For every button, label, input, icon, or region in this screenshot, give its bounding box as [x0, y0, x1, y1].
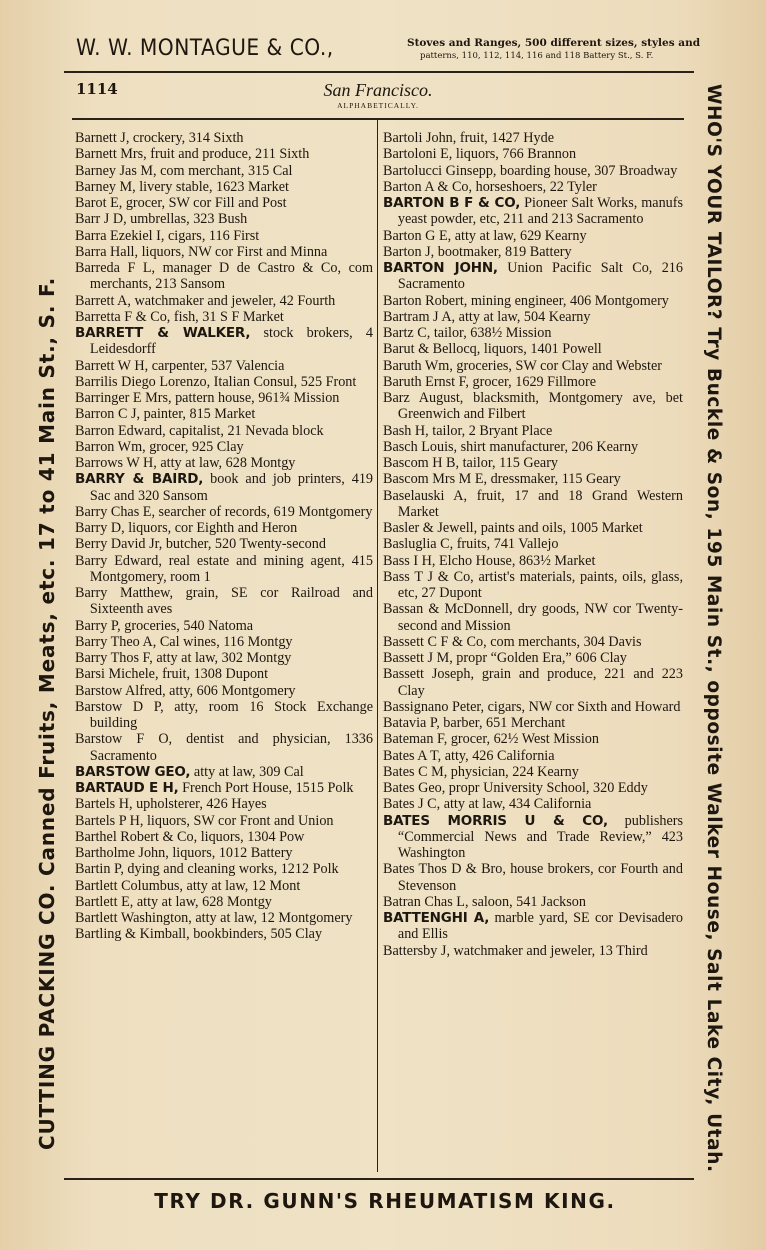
directory-entry: [75, 813, 373, 829]
directory-entry: [383, 666, 683, 699]
entry-text: Basch Louis, shirt manufacturer, 206 Kearny: [383, 438, 639, 455]
entry-text: Barry Thos F, atty at law, 302 Montgy: [75, 650, 292, 666]
directory-entry: [75, 764, 373, 780]
entry-text: Barrett A, watchmaker and jeweler, 42 Fourth: [75, 292, 336, 309]
entry-text: Basler & Jewell, paints and oils, 1005 Market: [383, 520, 643, 536]
directory-entry: [75, 683, 373, 699]
directory-entry: [75, 585, 373, 618]
entry-text: Batran Chas L, saloon, 541 Jackson: [383, 893, 586, 910]
entry-text: Bartels H, upholsterer, 426 Hayes: [75, 796, 267, 813]
entry-bold-name: BATES MORRIS U & CO,: [383, 812, 608, 829]
directory-entry: [383, 146, 683, 162]
entry-text: Bartoli John, fruit, 1427 Hyde: [383, 130, 555, 146]
entry-text: Bates C M, physician, 224 Kearny: [383, 763, 579, 780]
header-rule: [72, 118, 684, 120]
entry-text: Barney Jas M, com merchant, 315 Cal: [75, 162, 293, 179]
entry-text: Bates Geo, propr University School, 320 Eddy: [383, 780, 648, 796]
entry-text: Barra Hall, liquors, NW cor First and Minna: [75, 243, 328, 260]
right-column: [383, 130, 683, 959]
entry-text: Baruth Wm, groceries, SW cor Clay and Webster: [383, 357, 662, 374]
entry-text: Bartram J A, atty at law, 504 Kearny: [383, 308, 591, 325]
entry-text: Barney M, livery stable, 1623 Market: [75, 178, 289, 195]
entry-text: Bassignano Peter, cigars, NW cor Sixth and Howard: [383, 698, 681, 715]
entry-text: Barretta F & Co, fish, 31 S F Market: [75, 308, 284, 325]
directory-entry: [383, 601, 683, 634]
page-number: 1114: [76, 80, 118, 98]
directory-entry: [75, 260, 373, 293]
entry-text: Barstow F O, dentist and physician, 1336 Sacramento: [75, 731, 373, 764]
directory-entry: [75, 699, 373, 732]
entry-text: Bartin P, dying and cleaning works, 1212 Polk: [75, 861, 339, 878]
page-header: [76, 80, 680, 110]
entry-text: Barnett J, crockery, 314 Sixth: [75, 130, 244, 146]
directory-entry: [75, 211, 373, 227]
top-ad-address: patterns, 110, 112, 114, 116 and 118 Battery St., S. F.: [420, 51, 654, 61]
entry-bold-name: BARSTOW GEO,: [75, 763, 191, 780]
directory-entry: [383, 228, 683, 244]
entry-text: Bassan & McDonnell, dry goods, NW cor Twenty-second and Mission: [383, 601, 683, 634]
entry-text: Basluglia C, fruits, 741 Vallejo: [383, 536, 559, 553]
entry-text: Bartz C, tailor, 638½ Mission: [383, 325, 552, 341]
bottom-advertisement: TRY DR. GUNN'S RHEUMATISM KING.: [154, 1189, 616, 1213]
entry-text: Bartels P H, liquors, SW cor Front and Union: [75, 812, 334, 829]
entry-text: publishers “Commercial News and Trade Review,” 423 Washington: [397, 812, 683, 861]
directory-entry: [75, 146, 373, 162]
directory-entry: [383, 943, 683, 959]
directory-entry: [75, 504, 373, 520]
directory-entry: [75, 228, 373, 244]
entry-text: Barringer E Mrs, pattern house, 961¾ Mission: [75, 390, 340, 406]
page-title: San Francisco.: [323, 80, 433, 100]
entry-text: Barton G E, atty at law, 629 Kearny: [383, 227, 587, 244]
directory-entry: [75, 910, 373, 926]
directory-entry: [75, 634, 373, 650]
directory-entry: [383, 163, 683, 179]
directory-entry: [383, 195, 683, 228]
entry-text: Barthel Robert & Co, liquors, 1304 Pow: [75, 828, 305, 845]
entry-text: Barra Ezekiel I, cigars, 116 First: [75, 227, 260, 244]
entry-text: Barrilis Diego Lorenzo, Italian Consul, 525 Front: [75, 373, 357, 390]
directory-entry: [75, 179, 373, 195]
entry-text: French Port House, 1515 Polk: [178, 780, 354, 796]
directory-entry: [383, 439, 683, 455]
directory-entry: [383, 910, 683, 943]
entry-text: Bassett C F & Co, com merchants, 304 Davis: [383, 633, 642, 650]
directory-entry: [75, 829, 373, 845]
entry-text: Barton Robert, mining engineer, 406 Montgomery: [383, 292, 669, 309]
directory-entry: [383, 715, 683, 731]
entry-text: Bates A T, atty, 426 California: [383, 747, 555, 764]
directory-entry: [75, 390, 373, 406]
directory-entry: [383, 796, 683, 812]
directory-entry: [75, 439, 373, 455]
entry-text: Barron Wm, grocer, 925 Clay: [75, 438, 244, 455]
entry-text: Bartoloni E, liquors, 766 Brannon: [383, 146, 577, 163]
directory-entry: [75, 926, 373, 942]
directory-entry: [383, 179, 683, 195]
directory-entry: [383, 520, 683, 536]
entry-text: Barry P, groceries, 540 Natoma: [75, 617, 254, 634]
directory-entry: [75, 878, 373, 894]
directory-entry: [383, 764, 683, 780]
entry-text: Barrett W H, carpenter, 537 Valencia: [75, 357, 285, 374]
entry-text: Baruth Ernst F, grocer, 1629 Fillmore: [383, 373, 597, 390]
entry-text: Barry Theo A, Cal wines, 116 Montgy: [75, 633, 293, 650]
top-ad-tagline: Stoves and Ranges, 500 different sizes, styles and: [407, 37, 701, 49]
directory-entry: [75, 244, 373, 260]
top-ad-company: W. W. MONTAGUE & CO.,: [76, 36, 334, 61]
entry-text: Batavia P, barber, 651 Merchant: [383, 715, 566, 731]
entry-text: Bassett J M, propr “Golden Era,” 606 Clay: [383, 650, 627, 666]
directory-entry: [75, 423, 373, 439]
entry-text: marble yard, SE cor Devisadero and Ellis: [397, 910, 683, 943]
entry-text: Bash H, tailor, 2 Bryant Place: [383, 422, 553, 439]
directory-entry: [383, 894, 683, 910]
directory-entry: [75, 163, 373, 179]
directory-entry: [75, 845, 373, 861]
entry-text: Bates Thos D & Bro, house brokers, cor Fourth and Stevenson: [383, 861, 683, 894]
entry-text: Barton J, bootmaker, 819 Battery: [383, 243, 572, 260]
directory-entry: [75, 471, 373, 504]
entry-text: Bartlett E, atty at law, 628 Montgy: [75, 893, 272, 910]
entry-bold-name: BARRY & BAIRD,: [75, 471, 204, 488]
entry-text: Bartlett Washington, atty at law, 12 Montgomery: [75, 910, 353, 926]
directory-entry: [75, 195, 373, 211]
right-margin-advertisement: WHO'S YOUR TAILOR? Try Buckle & Son, 195 Main St., opposite Walker House, Salt Lake City, Utah.: [703, 84, 724, 1173]
directory-entry: [383, 780, 683, 796]
entry-text: Barry Matthew, grain, SE cor Railroad and Sixteenth aves: [75, 585, 373, 618]
directory-entry: [75, 618, 373, 634]
directory-entry: [383, 309, 683, 325]
directory-entry: [75, 780, 373, 796]
bottom-border-rule: [64, 1178, 694, 1180]
entry-text: atty at law, 309 Cal: [190, 763, 304, 780]
entry-bold-name: BARTON B F & CO,: [383, 195, 521, 211]
directory-entry: [383, 325, 683, 341]
entry-text: Bascom Mrs M E, dressmaker, 115 Geary: [383, 471, 621, 488]
directory-entry: [383, 731, 683, 747]
entry-text: Barstow Alfred, atty, 606 Montgomery: [75, 682, 296, 699]
directory-entry: [75, 309, 373, 325]
entry-text: Barry Edward, real estate and mining agent, 415 Montgomery, room 1: [75, 552, 373, 585]
entry-text: Barnett Mrs, fruit and produce, 211 Sixth: [75, 146, 310, 163]
directory-entry: [75, 520, 373, 536]
directory-entry: [383, 260, 683, 293]
directory-entry: [383, 813, 683, 862]
entry-text: Barron C J, painter, 815 Market: [75, 406, 256, 423]
entry-text: Barr J D, umbrellas, 323 Bush: [75, 211, 248, 228]
directory-entry: [383, 471, 683, 487]
top-border-rule: [64, 71, 694, 73]
entry-text: book and job printers, 419 Sac and 320 Sansom: [89, 471, 374, 504]
directory-entry: [383, 358, 683, 374]
entry-text: Barry Chas E, searcher of records, 619 Montgomery: [75, 503, 373, 520]
left-margin-advertisement: CUTTING PACKING CO. Canned Fruits, Meats, etc. 17 to 41 Main St., S. F.: [35, 277, 59, 1150]
directory-entry: [75, 406, 373, 422]
entry-text: Bass I H, Elcho House, 863½ Market: [383, 552, 596, 569]
entry-text: Barz August, blacksmith, Montgomery ave, bet Greenwich and Filbert: [383, 390, 683, 423]
directory-entry: [383, 130, 683, 146]
directory-entry: [383, 748, 683, 764]
directory-entry: [383, 390, 683, 423]
column-divider: [377, 120, 378, 1172]
directory-entry: [75, 894, 373, 910]
page-subtitle: ALPHABETICALLY.: [337, 101, 419, 110]
directory-entry: [383, 650, 683, 666]
directory-entry: [75, 861, 373, 877]
directory-entry: [383, 861, 683, 894]
directory-entry: [75, 325, 373, 358]
entry-text: Bartling & Kimball, bookbinders, 505 Clay: [75, 926, 323, 943]
directory-entry: [383, 423, 683, 439]
entry-bold-name: BARRETT & WALKER,: [75, 325, 251, 341]
left-column: [75, 130, 373, 943]
entry-text: stock brokers, 4 Leidesdorff: [89, 325, 373, 358]
entry-text: Barron Edward, capitalist, 21 Nevada block: [75, 422, 324, 439]
directory-entry: [75, 553, 373, 586]
entry-text: Bass T J & Co, artist's materials, paints, oils, glass, etc, 27 Dupont: [383, 568, 683, 601]
entry-text: Barot E, grocer, SW cor Fill and Post: [75, 195, 287, 211]
directory-entry: [383, 293, 683, 309]
entry-text: Barrows W H, atty at law, 628 Montgy: [75, 455, 296, 471]
directory-entry: [383, 488, 683, 521]
directory-entry: [75, 374, 373, 390]
directory-entry: [383, 536, 683, 552]
directory-entry: [75, 358, 373, 374]
directory-entry: [383, 341, 683, 357]
entry-text: Bartolucci Ginsepp, boarding house, 307 Broadway: [383, 162, 678, 179]
directory-entry: [383, 634, 683, 650]
entry-text: Bates J C, atty at law, 434 California: [383, 796, 592, 813]
entry-text: Bassett Joseph, grain and produce, 221 and 223 Clay: [383, 666, 683, 699]
directory-entry: [75, 536, 373, 552]
directory-entry: [383, 374, 683, 390]
entry-text: Bascom H B, tailor, 115 Geary: [383, 455, 559, 471]
entry-text: Barsi Michele, fruit, 1308 Dupont: [75, 666, 269, 683]
directory-entry: [383, 455, 683, 471]
entry-bold-name: BARTON JOHN,: [383, 260, 498, 276]
entry-bold-name: BARTAUD E H,: [75, 780, 179, 796]
directory-entry: [75, 731, 373, 764]
directory-entry: [383, 244, 683, 260]
entry-text: Pioneer Salt Works, manufs yeast powder, etc, 211 and 213 Sacramento: [397, 195, 683, 228]
entry-text: Barstow D P, atty, room 16 Stock Exchange building: [75, 698, 373, 731]
entry-text: Battersby J, watchmaker and jeweler, 13 Third: [383, 942, 648, 959]
entry-text: Berry David Jr, butcher, 520 Twenty-second: [75, 536, 326, 553]
entry-text: Bartlett Columbus, atty at law, 12 Mont: [75, 877, 301, 894]
entry-text: Union Pacific Salt Co, 216 Sacramento: [397, 260, 683, 293]
entry-text: Barreda F L, manager D de Castro & Co, com merchants, 213 Sansom: [75, 260, 373, 293]
directory-entry: [75, 650, 373, 666]
directory-entry: [75, 293, 373, 309]
entry-text: Barut & Bellocq, liquors, 1401 Powell: [383, 341, 602, 358]
entry-text: Bateman F, grocer, 62½ West Mission: [383, 731, 599, 748]
entry-text: Barton A & Co, horseshoers, 22 Tyler: [383, 178, 597, 195]
directory-entry: [383, 569, 683, 602]
entry-text: Baselauski A, fruit, 17 and 18 Grand Western Market: [383, 487, 683, 520]
entry-text: Bartholme John, liquors, 1012 Battery: [75, 845, 293, 861]
entry-bold-name: BATTENGHI A,: [383, 910, 490, 926]
directory-entry: [75, 130, 373, 146]
directory-entry: [383, 553, 683, 569]
directory-entry: [383, 699, 683, 715]
entry-text: Barry D, liquors, cor Eighth and Heron: [75, 520, 298, 536]
directory-entry: [75, 796, 373, 812]
directory-entry: [75, 455, 373, 471]
directory-entry: [75, 666, 373, 682]
top-advertisement: [72, 34, 701, 66]
